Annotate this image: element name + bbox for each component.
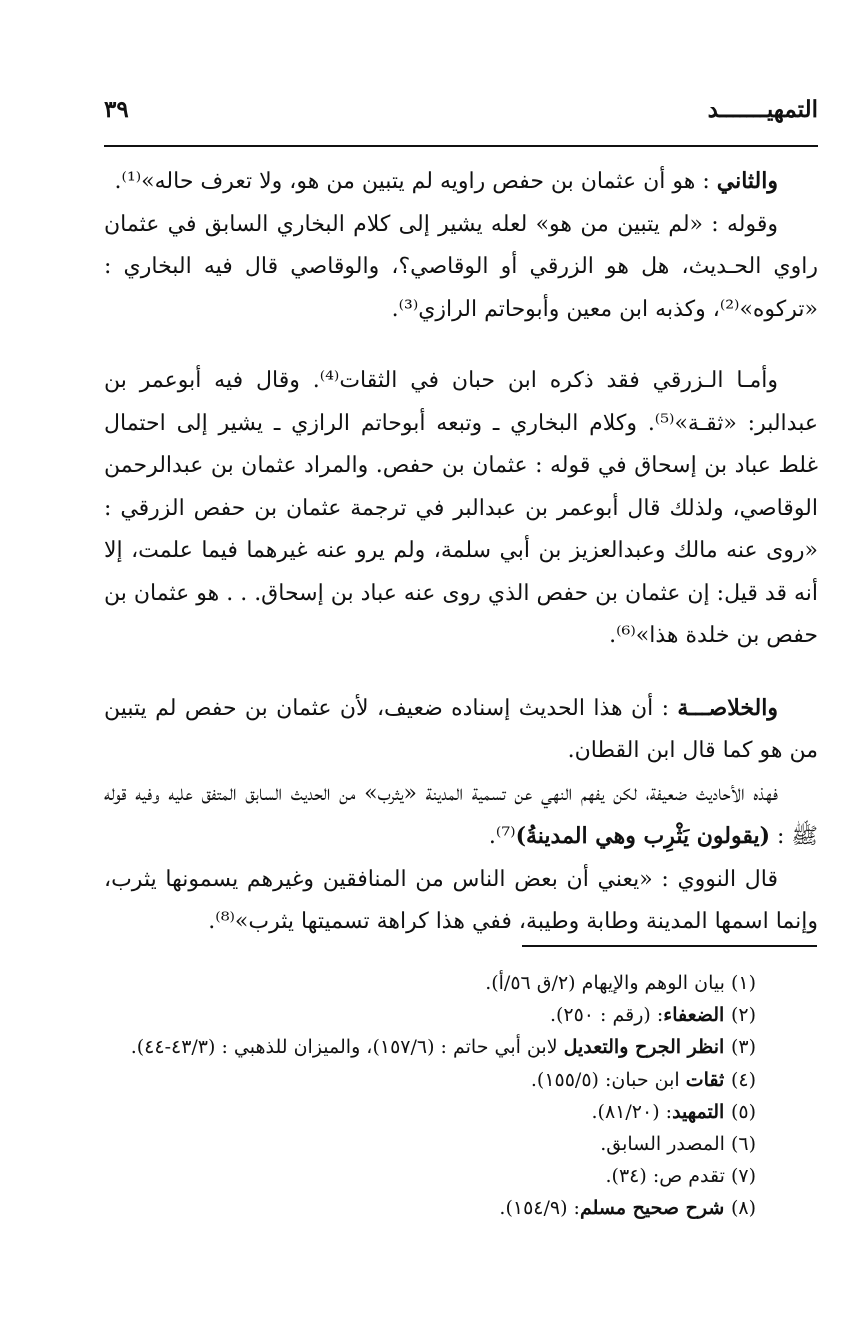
- footnote-text: المصدر السابق.: [600, 1133, 731, 1156]
- header-title: التمهيـــــــد: [707, 96, 818, 123]
- paragraph-1-lead: والثاني: [716, 168, 778, 194]
- footnote-6: [90, 1128, 756, 1160]
- footnotes: [90, 967, 756, 1225]
- footnote-text: لابن أبي حاتم : (١٥٧/٦)، والميزان للذهبي : (٤٣/٣-٤٤).: [130, 1036, 564, 1059]
- paragraph-1: [104, 160, 818, 204]
- footnote-source: التمهيد: [672, 1100, 731, 1123]
- footnote-number: (٦): [730, 1133, 756, 1156]
- footnote-text: : (٨١/٢٠).: [591, 1100, 673, 1123]
- footnote-source: ثقات: [685, 1068, 731, 1091]
- footnote-number: (٤): [730, 1068, 756, 1091]
- paragraph-6-text: قال النووي : «يعني أن بعض الناس من المنافقين وغيرهم يسمونها يثرب، وإنما اسمها المدينة وطابة وطيبة، ففي هذا كراهة تسميتها يثرب»⁽⁸⁾.: [104, 866, 818, 934]
- footnote-1: [90, 967, 756, 999]
- footnote-text: : (١٥٤/٩).: [499, 1197, 580, 1220]
- paragraph-5: [104, 773, 818, 859]
- paragraph-2-text: وقوله : «لم يتبين من هو» لعله يشير إلى كلام البخاري السابق في عثمان راوي الحـديث، هل هو الزرقي أو الوقاصي؟، والوقاصي قال فيه البخاري : «تركوه»⁽²⁾، وكذبه ابن معين وأبوحاتم الرازي⁽³⁾.: [104, 211, 818, 322]
- footnote-4: [90, 1064, 756, 1096]
- footnote-number: (٨): [730, 1197, 756, 1220]
- footnote-text: تقدم ص: (٣٤).: [605, 1165, 731, 1188]
- main-text: [104, 160, 818, 944]
- footnote-8: [90, 1192, 756, 1224]
- paragraph-1-text: : هو أن عثمان بن حفص راويه لم يتبين من هو، ولا تعرف حاله»⁽¹⁾.: [114, 169, 717, 194]
- footnote-source: الضعفاء: [663, 1004, 731, 1027]
- paragraph-3: [104, 360, 818, 658]
- footnote-number: (١): [730, 972, 756, 994]
- paragraph-4-text: : أن هذا الحديث إسناده ضعيف، لأن عثمان بن حفص لم يتبين من هو كما قال ابن القطان.: [104, 695, 818, 763]
- paragraph-3-text: وأمـا الـزرقي فقد ذكره ابن حبان في الثقات⁽⁴⁾. وقال فيه أبوعمر بن عبدالبر: «ثقـة»⁽⁵⁾. وكلام البخاري ـ وتبعه أبوحاتم الرازي ـ يشير إلى احتمال غلط عباد بن إسحاق في قوله : عثمان بن حفص. والمراد عثمان بن عبدالرحمن الوقاصي، ولذلك قال أبوعمر بن عبدالبر في ترجمة عثمان بن حفص الزرقي : «روى عنه مالك وعبدالعزيز بن أبي سلمة، ولم يرو عنه غيرهما فيما علمت، إلا أنه قد قيل: إن عثمان بن حفص الذي روى عنه عباد بن إسحاق. . . هو عثمان بن حفص بن خلدة هذا»⁽⁶⁾.: [104, 368, 819, 648]
- footnote-number: (٢): [730, 1004, 756, 1027]
- running-header: [104, 96, 818, 136]
- footnote-number: (٧): [730, 1165, 756, 1188]
- footnote-2: [90, 999, 756, 1031]
- footnote-source: انظر الجرح والتعديل: [563, 1036, 731, 1059]
- footnote-number: (٥): [730, 1100, 756, 1123]
- paragraph-4: [104, 687, 818, 773]
- footnote-5: [90, 1096, 756, 1128]
- footnote-number: (٣): [730, 1036, 756, 1059]
- footnote-text: ابن حبان: (١٥٥/٥).: [530, 1068, 686, 1091]
- paragraph-6: [104, 859, 818, 944]
- hadith-quote: (يقولون يَثْرِب وهي المدينةُ): [515, 823, 771, 849]
- header-rule: [104, 145, 818, 147]
- paragraph-5-text-a: فهذه الأحاديث ضعيفة، لكن يفهم النهي عن تسمية المدينة «يثرب» من الحديث السابق المتفق عليه وفيه قوله ﷺ :: [104, 780, 818, 849]
- footnote-source: شرح صحيح مسلم: [579, 1197, 731, 1220]
- paragraph-2: [104, 204, 818, 332]
- footnote-text: بيان الوهم والإيهام (٢/ق ٥٦/أ).: [485, 972, 731, 994]
- footnote-text: : (رقم : ٢٥٠).: [549, 1004, 664, 1027]
- footnote-rule: [522, 945, 817, 947]
- footnote-3: [90, 1031, 756, 1063]
- paragraph-5-text-b: ⁽⁷⁾.: [488, 824, 516, 849]
- footnote-7: [90, 1160, 756, 1192]
- page-number: ٣٩: [104, 96, 129, 123]
- paragraph-4-lead: والخلاصـــة: [677, 694, 778, 721]
